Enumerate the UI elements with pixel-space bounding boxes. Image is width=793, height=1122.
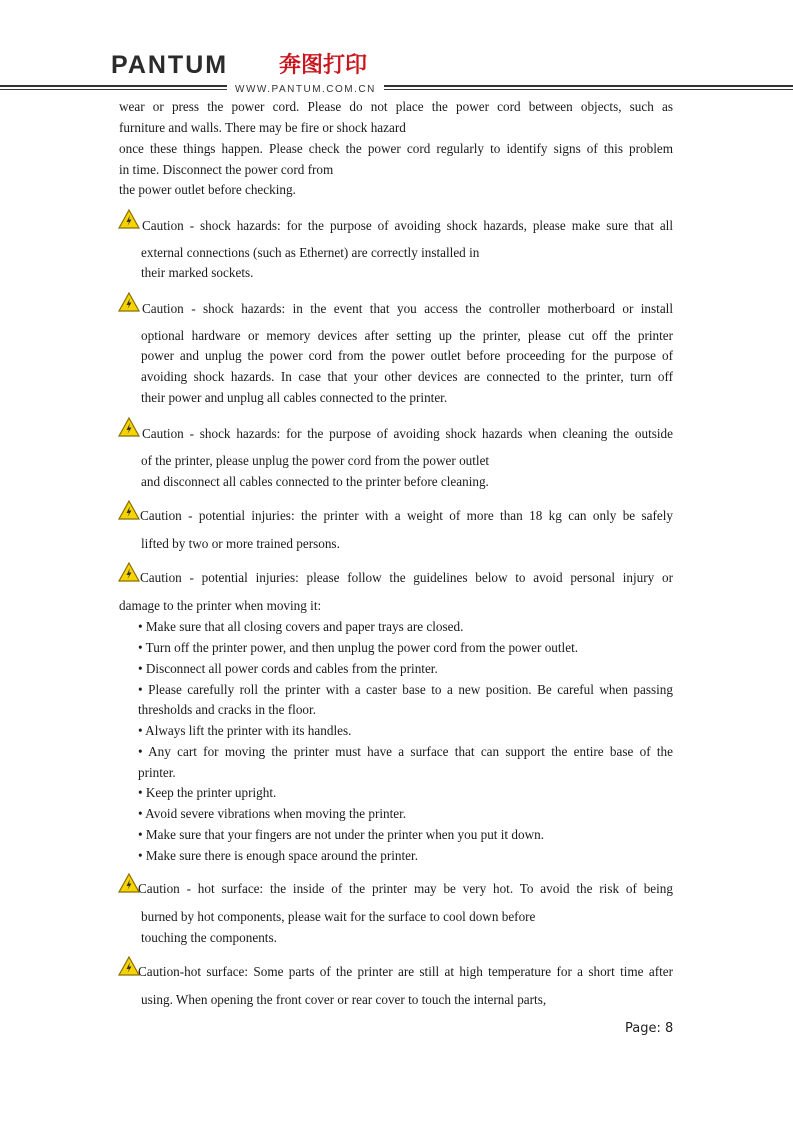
list-item: • Make sure that all closing covers and paper trays are closed. <box>138 619 464 634</box>
brand-logo-cn: 奔图打印 <box>279 53 368 78</box>
caution-text: external connections (such as Ethernet) are correctly installed in <box>141 245 480 260</box>
caution-text: Caution - hot surface: the inside of the printer may be very hot. To avoid the risk of being <box>138 881 673 896</box>
warning-icon <box>118 292 140 312</box>
caution-text: Caution - shock hazards: in the event that you access the controller motherboard or install <box>142 301 673 316</box>
header-rule <box>0 85 793 87</box>
caution-text: their marked sockets. <box>141 265 254 280</box>
caution-text: and disconnect all cables connected to the printer before cleaning. <box>141 474 489 489</box>
body-line: wear or press the power cord. Please do not place the power cord between objects, such as <box>119 99 673 114</box>
caution-text: Caution - potential injuries: please follow the guidelines below to avoid personal injury or <box>140 570 673 585</box>
body-line: in time. Disconnect the power cord from <box>119 162 334 177</box>
list-item: • Please carefully roll the printer with a caster base to a new position. Be careful when passing <box>138 682 673 697</box>
list-item: • Make sure there is enough space around the printer. <box>138 848 418 863</box>
list-item: • Disconnect all power cords and cables from the printer. <box>138 661 438 676</box>
list-item: • Avoid severe vibrations when moving the printer. <box>138 806 407 821</box>
caution-text: Caution - shock hazards: for the purpose of avoiding shock hazards when cleaning the outside <box>142 426 673 441</box>
caution-text: optional hardware or memory devices after setting up the printer, please cut off the printer <box>141 328 673 343</box>
warning-icon <box>118 956 140 976</box>
list-item: thresholds and cracks in the floor. <box>138 702 316 717</box>
warning-icon <box>118 417 140 437</box>
caution-text: damage to the printer when moving it: <box>119 598 322 613</box>
caution-text: lifted by two or more trained persons. <box>141 536 340 551</box>
list-item: • Always lift the printer with its handles. <box>138 723 352 738</box>
list-item: • Any cart for moving the printer must have a surface that can support the entire base of the <box>138 744 673 759</box>
body-line: furniture and walls. There may be fire or shock hazard <box>119 120 406 135</box>
caution-text: Caution-hot surface: Some parts of the printer are still at high temperature for a short time after <box>138 964 673 979</box>
brand-logo: PANTUM <box>111 51 229 79</box>
page-number: Page: 8 <box>625 1021 674 1036</box>
brand-url: WWW.PANTUM.COM.CN <box>227 83 384 96</box>
caution-text: power and unplug the power cord from the power outlet before proceeding for the purpose of <box>141 348 673 363</box>
list-item: • Keep the printer upright. <box>138 785 277 800</box>
list-item: • Make sure that your fingers are not under the printer when you put it down. <box>138 827 544 842</box>
caution-text: avoiding shock hazards. In case that your other devices are connected to the printer, turn off <box>141 369 673 384</box>
list-item: printer. <box>138 765 176 780</box>
header-rule <box>0 89 793 90</box>
caution-text: their power and unplug all cables connected to the printer. <box>141 390 448 405</box>
page-header <box>0 0 793 100</box>
caution-text: burned by hot components, please wait for the surface to cool down before <box>141 909 536 924</box>
caution-text: touching the components. <box>141 930 277 945</box>
caution-text: Caution - shock hazards: for the purpose of avoiding shock hazards, please make sure that all <box>142 218 673 233</box>
body-line: the power outlet before checking. <box>119 182 296 197</box>
caution-text: Caution - potential injuries: the printer with a weight of more than 18 kg can only be safely <box>140 508 673 523</box>
warning-icon <box>118 500 140 520</box>
caution-text: of the printer, please unplug the power cord from the power outlet <box>141 453 490 468</box>
warning-icon <box>118 209 140 229</box>
caution-text: using. When opening the front cover or rear cover to touch the internal parts, <box>141 992 547 1007</box>
list-item: • Turn off the printer power, and then unplug the power cord from the power outlet. <box>138 640 579 655</box>
body-line: once these things happen. Please check the power cord regularly to identify signs of this problem <box>119 141 673 156</box>
warning-icon <box>118 562 140 582</box>
warning-icon <box>118 873 140 893</box>
